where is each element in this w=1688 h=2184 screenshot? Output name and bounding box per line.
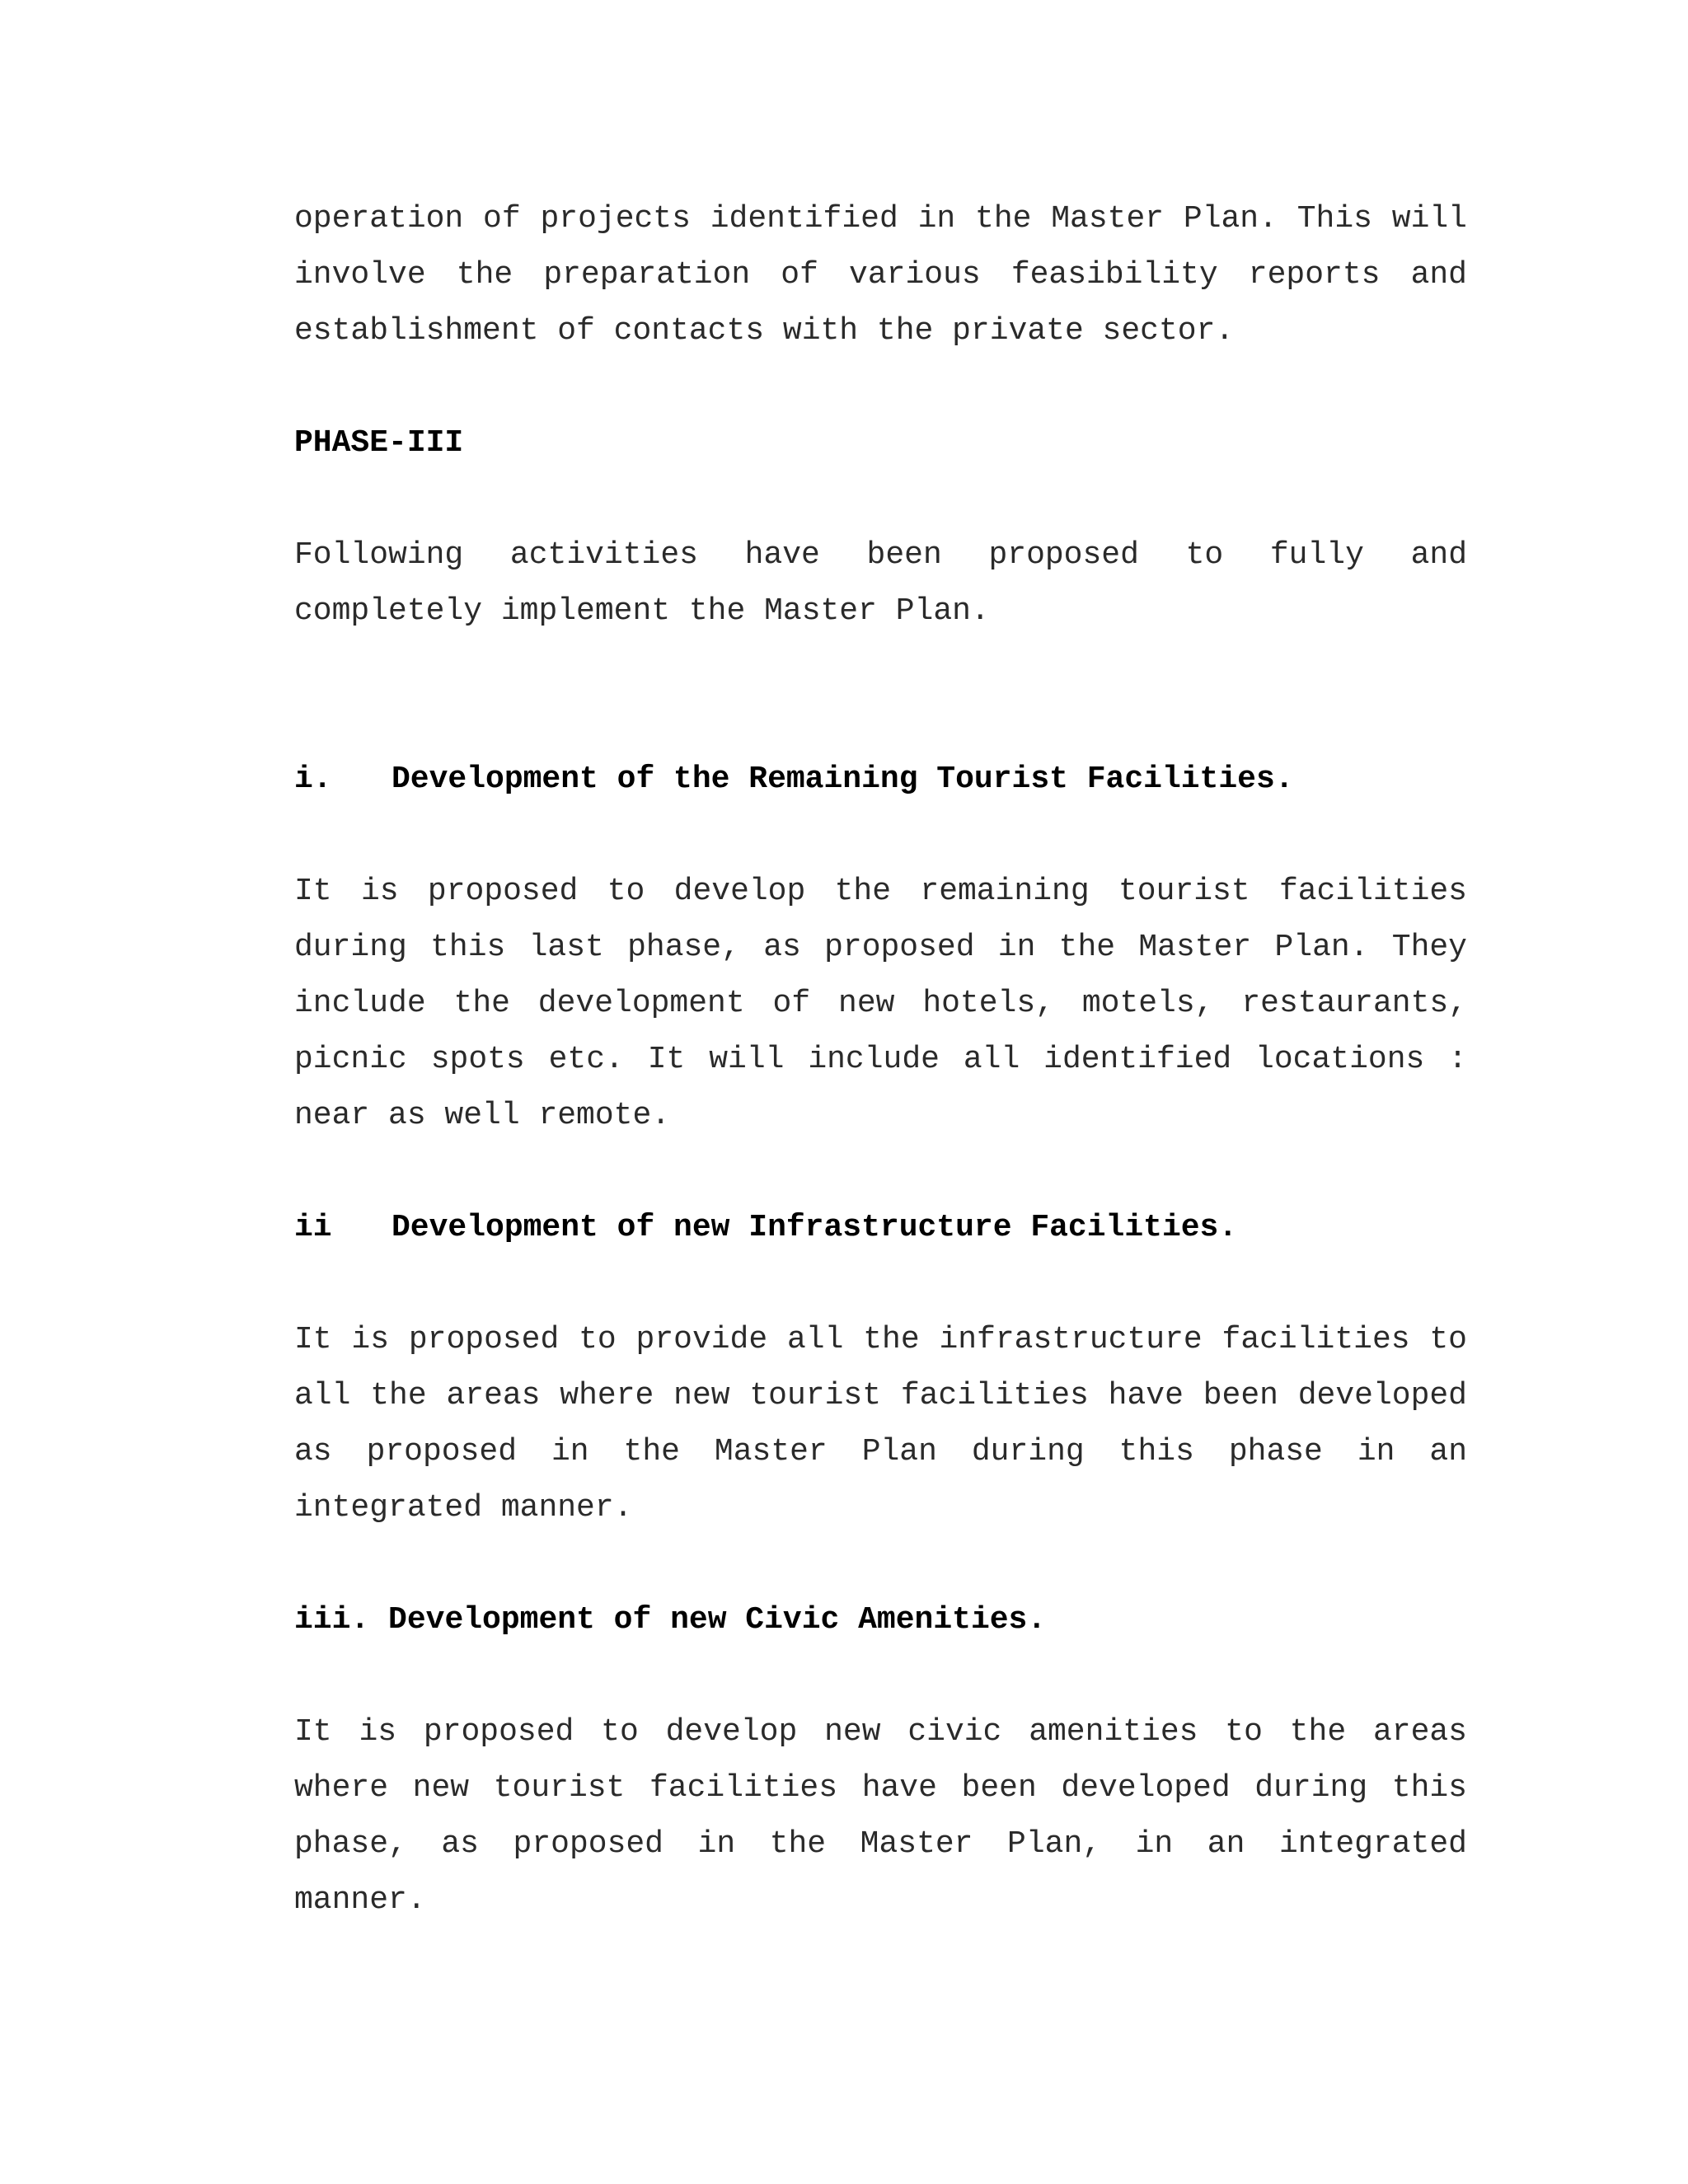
document-page	[294, 191, 1467, 1929]
section-body-3: It is proposed to develop new civic amenities to the areas where new tourist facilities have been developed during this phase, as proposed in the Master Plan, in an integrated manner.	[294, 1714, 1467, 1918]
section-title: Development of the Remaining Tourist Facilities.	[392, 762, 1294, 797]
spacer	[294, 1648, 1467, 1704]
spacer	[294, 359, 1467, 415]
section-heading-2	[294, 1200, 1467, 1256]
section-heading-3	[294, 1592, 1467, 1648]
section-number: ii	[294, 1210, 332, 1245]
intro-paragraph: operation of projects identified in the Master Plan. This will involve the preparation of various feasibility reports and establishment of contacts with the private sector.	[294, 201, 1467, 349]
section-title: Development of new Civic Amenities.	[388, 1602, 1047, 1638]
phase-heading: PHASE-III	[294, 425, 464, 461]
spacer	[294, 1256, 1467, 1312]
spacer	[294, 640, 1467, 752]
spacer	[294, 1536, 1467, 1592]
section-body-1: It is proposed to develop the remaining tourist facilities during this last phase, as proposed in the Master Plan. They include the development of new hotels, motels, restaurants, picnic spots etc. It will include all identified locations : near as well remote.	[294, 874, 1467, 1133]
spacer	[294, 471, 1467, 527]
phase-intro-paragraph: Following activities have been proposed to fully and completely implement the Master Plan.	[294, 537, 1467, 629]
section-body-2: It is proposed to provide all the infrastructure facilities to all the areas where new tourist facilities have been developed as proposed in the Master Plan during this phase in an integrated manner.	[294, 1322, 1467, 1526]
spacer	[294, 808, 1467, 864]
section-number: iii.	[294, 1602, 370, 1638]
section-heading-1	[294, 752, 1467, 808]
section-title: Development of new Infrastructure Facilities.	[392, 1210, 1238, 1245]
section-number: i.	[294, 762, 332, 797]
spacer	[294, 1144, 1467, 1200]
